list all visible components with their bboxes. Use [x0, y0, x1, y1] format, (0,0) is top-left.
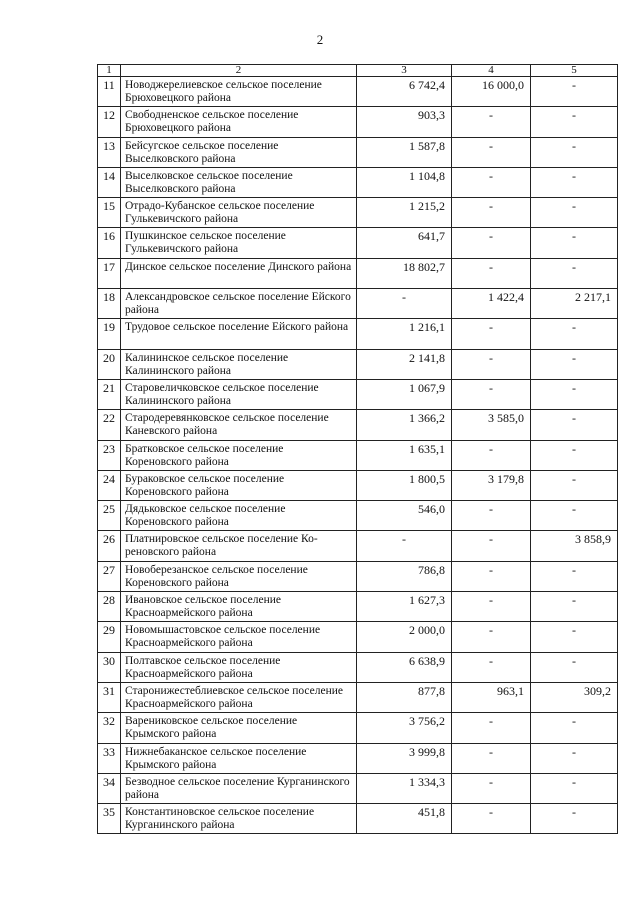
settlement-name-cell: Калининское сельское поселение Калининского района [121, 349, 357, 379]
row-number-cell: 33 [98, 743, 121, 773]
column-3-value-cell: 18 802,7 [357, 258, 452, 288]
settlement-name-cell: Новоберезанское сельское поселение Кореновского района [121, 561, 357, 591]
column-4-value-cell: - [452, 228, 531, 258]
settlement-name-cell: Свободненское сельское поселение Брюховецкого района [121, 107, 357, 137]
column-5-value-cell: - [531, 470, 618, 500]
row-number-cell: 17 [98, 258, 121, 288]
table-row [98, 622, 618, 652]
column-3-value-cell: 1 635,1 [357, 440, 452, 470]
table-row [98, 107, 618, 137]
settlement-name-cell: Отрадо-Кубанское сельское поселение Гулькевичского района [121, 198, 357, 228]
settlement-name-cell: Пушкинское сельское поселение Гулькевичского района [121, 228, 357, 258]
column-3-value-cell: 2 000,0 [357, 622, 452, 652]
row-number-cell: 32 [98, 713, 121, 743]
settlement-name-cell: Динское сельское поселение Динского района [121, 258, 357, 288]
table-row [98, 713, 618, 743]
header-cell-4: 4 [452, 65, 531, 77]
settlement-name-cell: Александровское сельское поселение Ейского района [121, 289, 357, 319]
table-row [98, 198, 618, 228]
column-4-value-cell: 3 585,0 [452, 410, 531, 440]
row-number-cell: 14 [98, 167, 121, 197]
column-3-value-cell: - [357, 531, 452, 561]
row-number-cell: 26 [98, 531, 121, 561]
column-4-value-cell: - [452, 501, 531, 531]
column-3-value-cell: 1 366,2 [357, 410, 452, 440]
column-3-value-cell: 641,7 [357, 228, 452, 258]
column-5-value-cell: - [531, 228, 618, 258]
column-3-value-cell: 1 800,5 [357, 470, 452, 500]
column-5-value-cell: - [531, 743, 618, 773]
table-row [98, 440, 618, 470]
column-3-value-cell: 3 999,8 [357, 743, 452, 773]
column-3-value-cell: 6 638,9 [357, 652, 452, 682]
column-5-value-cell: - [531, 258, 618, 288]
settlement-name-cell: Старовеличковское сельское поселение Калининского района [121, 379, 357, 409]
row-number-cell: 15 [98, 198, 121, 228]
column-5-value-cell: - [531, 167, 618, 197]
column-5-value-cell: - [531, 107, 618, 137]
table-row [98, 319, 618, 349]
column-5-value-cell: - [531, 561, 618, 591]
row-number-cell: 25 [98, 501, 121, 531]
row-number-cell: 16 [98, 228, 121, 258]
settlement-name-cell: Трудовое сельское поселение Ейского района [121, 319, 357, 349]
column-5-value-cell: - [531, 622, 618, 652]
row-number-cell: 31 [98, 682, 121, 712]
column-3-value-cell: 1 067,9 [357, 379, 452, 409]
column-3-value-cell: 2 141,8 [357, 349, 452, 379]
row-number-cell: 28 [98, 592, 121, 622]
column-3-value-cell: 1 104,8 [357, 167, 452, 197]
column-3-value-cell: 6 742,4 [357, 77, 452, 107]
column-5-value-cell: - [531, 349, 618, 379]
table-row [98, 531, 618, 561]
column-4-value-cell: - [452, 592, 531, 622]
settlement-name-cell: Новомышастовское сельское поселение Красноармейского района [121, 622, 357, 652]
settlement-name-cell: Безводное сельское поселение Курганинского района [121, 773, 357, 803]
table-row [98, 258, 618, 288]
column-4-value-cell: 1 422,4 [452, 289, 531, 319]
column-3-value-cell: 1 334,3 [357, 773, 452, 803]
header-cell-5: 5 [531, 65, 618, 77]
column-5-value-cell: 3 858,9 [531, 531, 618, 561]
row-number-cell: 23 [98, 440, 121, 470]
data-table [97, 64, 618, 834]
column-5-value-cell: - [531, 652, 618, 682]
column-5-value-cell: - [531, 804, 618, 834]
column-5-value-cell: 2 217,1 [531, 289, 618, 319]
column-4-value-cell: - [452, 622, 531, 652]
column-3-value-cell: 786,8 [357, 561, 452, 591]
table-row [98, 289, 618, 319]
table-row [98, 470, 618, 500]
column-4-value-cell: 16 000,0 [452, 77, 531, 107]
column-4-value-cell: - [452, 167, 531, 197]
column-3-value-cell: 903,3 [357, 107, 452, 137]
column-5-value-cell: - [531, 410, 618, 440]
table-row [98, 592, 618, 622]
column-4-value-cell: - [452, 137, 531, 167]
row-number-cell: 21 [98, 379, 121, 409]
row-number-cell: 19 [98, 319, 121, 349]
settlement-name-cell: Константиновское сельское поселение Курганинского района [121, 804, 357, 834]
column-4-value-cell: - [452, 440, 531, 470]
table-row [98, 379, 618, 409]
row-number-cell: 27 [98, 561, 121, 591]
settlement-name-cell: Дядьковское сельское поселение Кореновского района [121, 501, 357, 531]
column-4-value-cell: - [452, 561, 531, 591]
column-5-value-cell: 309,2 [531, 682, 618, 712]
row-number-cell: 20 [98, 349, 121, 379]
table-row [98, 743, 618, 773]
column-3-value-cell: 1 216,1 [357, 319, 452, 349]
table-row [98, 773, 618, 803]
row-number-cell: 30 [98, 652, 121, 682]
column-3-value-cell: - [357, 289, 452, 319]
column-4-value-cell: - [452, 107, 531, 137]
table-row [98, 501, 618, 531]
column-5-value-cell: - [531, 198, 618, 228]
table-row [98, 77, 618, 107]
page-number: 2 [316, 32, 324, 47]
settlement-name-cell: Варениковское сельское поселение Крымского района [121, 713, 357, 743]
table-row [98, 682, 618, 712]
settlement-name-cell: Полтавское сельское поселение Красноармейского района [121, 652, 357, 682]
column-5-value-cell: - [531, 773, 618, 803]
column-4-value-cell: - [452, 258, 531, 288]
settlement-name-cell: Старонижестеблиевское сельское поселение Красноармейского района [121, 682, 357, 712]
settlement-name-cell: Новоджерелиевское сельское поселение Брюховецкого района [121, 77, 357, 107]
table-body [98, 77, 618, 834]
row-number-cell: 34 [98, 773, 121, 803]
column-4-value-cell: - [452, 804, 531, 834]
table-row [98, 167, 618, 197]
column-3-value-cell: 546,0 [357, 501, 452, 531]
row-number-cell: 29 [98, 622, 121, 652]
header-cell-1: 1 [98, 65, 121, 77]
column-5-value-cell: - [531, 592, 618, 622]
column-5-value-cell: - [531, 713, 618, 743]
column-3-value-cell: 877,8 [357, 682, 452, 712]
column-4-value-cell: 963,1 [452, 682, 531, 712]
column-3-value-cell: 1 587,8 [357, 137, 452, 167]
row-number-cell: 35 [98, 804, 121, 834]
column-4-value-cell: - [452, 349, 531, 379]
row-number-cell: 12 [98, 107, 121, 137]
column-5-value-cell: - [531, 379, 618, 409]
settlement-name-cell: Платнировское сельское поселение Ко-реновского района [121, 531, 357, 561]
column-4-value-cell: - [452, 379, 531, 409]
column-5-value-cell: - [531, 137, 618, 167]
column-3-value-cell: 451,8 [357, 804, 452, 834]
column-3-value-cell: 1 627,3 [357, 592, 452, 622]
settlement-name-cell: Ивановское сельское поселение Красноармейского района [121, 592, 357, 622]
header-row [98, 65, 618, 77]
table-row [98, 349, 618, 379]
table-row [98, 410, 618, 440]
column-4-value-cell: - [452, 743, 531, 773]
column-5-value-cell: - [531, 319, 618, 349]
settlement-name-cell: Братковское сельское поселение Кореновского района [121, 440, 357, 470]
settlement-name-cell: Бейсугское сельское поселение Выселковского района [121, 137, 357, 167]
column-3-value-cell: 3 756,2 [357, 713, 452, 743]
table-row [98, 561, 618, 591]
column-4-value-cell: - [452, 319, 531, 349]
column-4-value-cell: 3 179,8 [452, 470, 531, 500]
table-row [98, 228, 618, 258]
settlement-name-cell: Стародеревянковское сельское поселение Каневского района [121, 410, 357, 440]
column-4-value-cell: - [452, 531, 531, 561]
header-cell-3: 3 [357, 65, 452, 77]
column-4-value-cell: - [452, 773, 531, 803]
column-4-value-cell: - [452, 713, 531, 743]
table-row [98, 804, 618, 834]
row-number-cell: 11 [98, 77, 121, 107]
table-row [98, 137, 618, 167]
row-number-cell: 13 [98, 137, 121, 167]
table-row [98, 652, 618, 682]
column-5-value-cell: - [531, 77, 618, 107]
column-4-value-cell: - [452, 652, 531, 682]
column-3-value-cell: 1 215,2 [357, 198, 452, 228]
row-number-cell: 24 [98, 470, 121, 500]
column-4-value-cell: - [452, 198, 531, 228]
settlement-name-cell: Выселковское сельское поселение Выселковского района [121, 167, 357, 197]
settlement-name-cell: Бураковское сельское поселение Кореновского района [121, 470, 357, 500]
settlement-name-cell: Нижнебаканское сельское поселение Крымского района [121, 743, 357, 773]
header-cell-2: 2 [121, 65, 357, 77]
row-number-cell: 18 [98, 289, 121, 319]
column-5-value-cell: - [531, 440, 618, 470]
row-number-cell: 22 [98, 410, 121, 440]
column-5-value-cell: - [531, 501, 618, 531]
